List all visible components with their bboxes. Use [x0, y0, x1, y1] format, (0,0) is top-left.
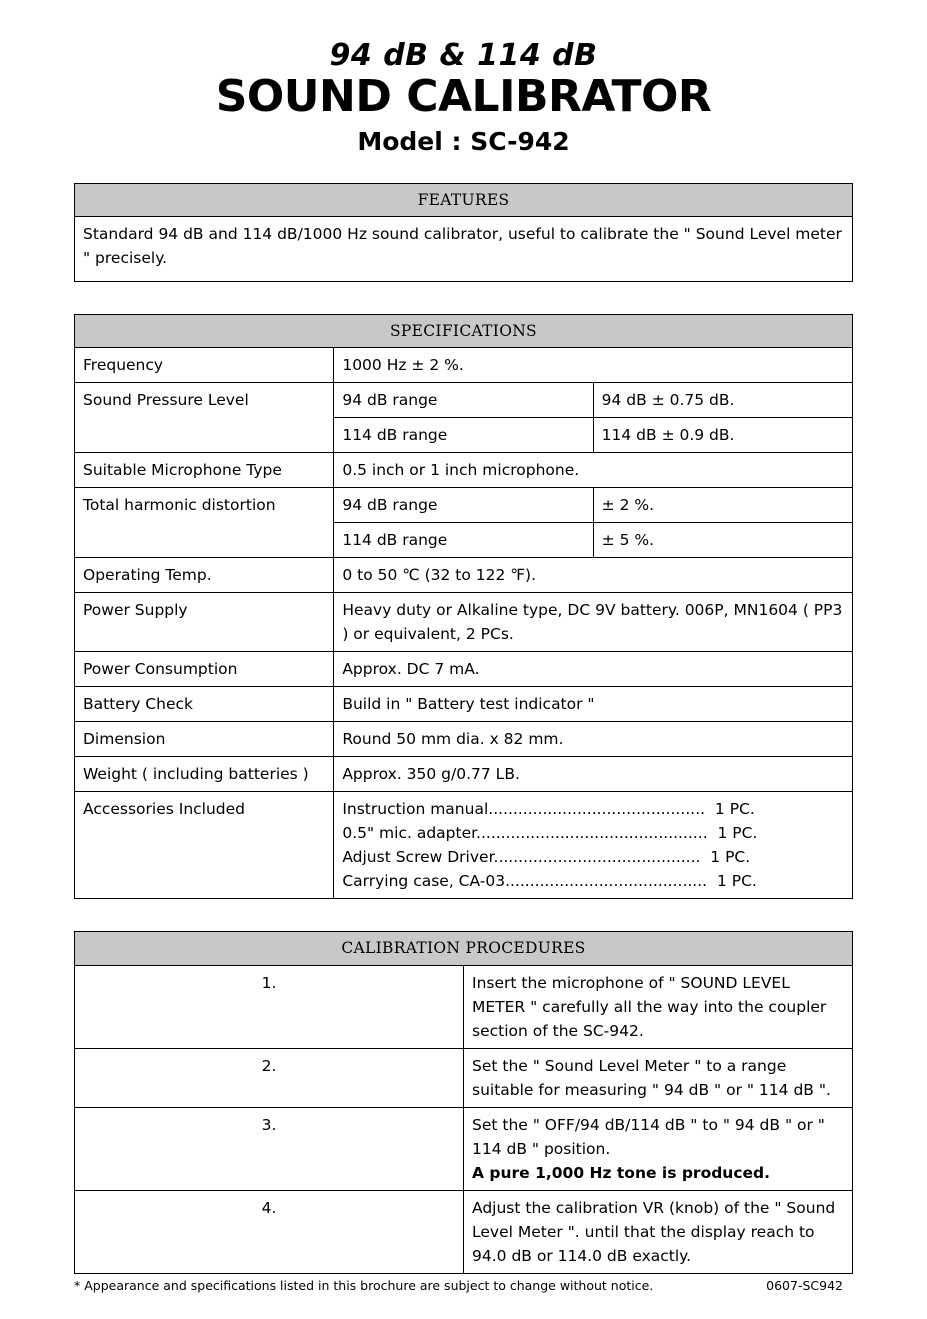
procedure-body: Set the " Sound Level Meter " to a range suitable for measuring " 94 dB " or " 114 dB ". [472, 1056, 831, 1099]
spec-label: Battery Check [75, 687, 334, 722]
list-item [75, 1107, 853, 1190]
procedure-text [464, 1048, 853, 1107]
accessory-line: 0.5" mic. adapter............................................... 1 PC. [342, 824, 758, 843]
table-row [75, 383, 853, 418]
spec-label: Operating Temp. [75, 558, 334, 593]
list-item [75, 965, 853, 1048]
procedure-text [464, 1107, 853, 1190]
specifications-heading: SPECIFICATIONS [75, 315, 853, 348]
procedure-text [464, 965, 853, 1048]
procedure-number: 2. [75, 1048, 464, 1107]
spec-label: Power Consumption [75, 652, 334, 687]
table-row [75, 722, 853, 757]
spec-value: 94 dB ± 0.75 dB. [593, 383, 852, 418]
spec-sub: 94 dB range [334, 488, 593, 523]
spec-label: Sound Pressure Level [75, 383, 334, 453]
table-row [75, 687, 853, 722]
spec-label: Power Supply [75, 593, 334, 652]
spec-label: Frequency [75, 348, 334, 383]
spec-value: ± 5 %. [593, 523, 852, 558]
spec-sub: 114 dB range [334, 418, 593, 453]
features-heading: FEATURES [75, 184, 853, 217]
spec-value: ± 2 %. [593, 488, 852, 523]
list-item [75, 1190, 853, 1273]
spec-value: Approx. 350 g/0.77 LB. [334, 757, 853, 792]
procedure-number: 4. [75, 1190, 464, 1273]
product-model: Model : SC-942 [357, 126, 570, 156]
spec-value: Round 50 mm dia. x 82 mm. [334, 722, 853, 757]
spec-value: Heavy duty or Alkaline type, DC 9V battery. 006P, MN1604 ( PP3 ) or equivalent, 2 PCs. [334, 593, 853, 652]
spec-label: Accessories Included [75, 792, 334, 899]
document-footer [74, 1278, 853, 1293]
table-row [75, 558, 853, 593]
procedure-number: 1. [75, 965, 464, 1048]
procedures-heading: CALIBRATION PROCEDURES [75, 932, 853, 965]
spec-value: 0.5 inch or 1 inch microphone. [334, 453, 853, 488]
procedure-body: Set the " OFF/94 dB/114 dB " to " 94 dB " or " 114 dB " position. [472, 1115, 825, 1158]
procedure-body: Insert the microphone of " SOUND LEVEL METER " carefully all the way into the coupler section of the SC-942. [472, 973, 827, 1040]
spec-sub: 114 dB range [334, 523, 593, 558]
table-row [75, 488, 853, 523]
procedures-table [74, 931, 853, 1273]
spec-value: 114 dB ± 0.9 dB. [593, 418, 852, 453]
accessory-line: Carrying case, CA-03......................................... 1 PC. [342, 872, 757, 891]
table-row [75, 652, 853, 687]
list-item [75, 1048, 853, 1107]
accessory-line: Adjust Screw Driver.......................................... 1 PC. [342, 848, 751, 867]
procedures-section [0, 931, 927, 1273]
accessory-line: Instruction manual............................................ 1 PC. [342, 800, 755, 819]
footer-code: 0607-SC942 [766, 1277, 843, 1293]
product-title: SOUND CALIBRATOR [215, 70, 712, 122]
table-row [75, 593, 853, 652]
procedure-emphasis: A pure 1,000 Hz tone is produced. [472, 1163, 771, 1182]
spec-value: 1000 Hz ± 2 %. [334, 348, 853, 383]
spec-label: Total harmonic distortion [75, 488, 334, 558]
accessories-list [334, 792, 853, 899]
features-text: Standard 94 dB and 114 dB/1000 Hz sound calibrator, useful to calibrate the " Sound Level meter " precisely. [75, 217, 853, 282]
spec-value: Build in " Battery test indicator " [334, 687, 853, 722]
table-row-accessories [75, 792, 853, 899]
table-row [75, 348, 853, 383]
spec-label: Suitable Microphone Type [75, 453, 334, 488]
table-row [75, 757, 853, 792]
procedure-number: 3. [75, 1107, 464, 1190]
procedure-body: Adjust the calibration VR (knob) of the " Sound Level Meter ". until that the display reach to 94.0 dB or 114.0 dB exactly. [472, 1198, 836, 1265]
spec-value: Approx. DC 7 mA. [334, 652, 853, 687]
specifications-table [74, 314, 853, 899]
table-row [75, 453, 853, 488]
spec-sub: 94 dB range [334, 383, 593, 418]
spec-label: Weight ( including batteries ) [75, 757, 334, 792]
product-subtitle: 94 dB & 114 dB [329, 38, 598, 73]
procedure-text [464, 1190, 853, 1273]
features-table [74, 183, 853, 282]
footer-note: * Appearance and specifications listed in this brochure are subject to change without notice. [74, 1277, 654, 1293]
specifications-section [0, 314, 927, 899]
spec-value: 0 to 50 ℃ (32 to 122 ℉). [334, 558, 853, 593]
document-header [0, 0, 927, 155]
features-section [0, 183, 927, 282]
spec-label: Dimension [75, 722, 334, 757]
